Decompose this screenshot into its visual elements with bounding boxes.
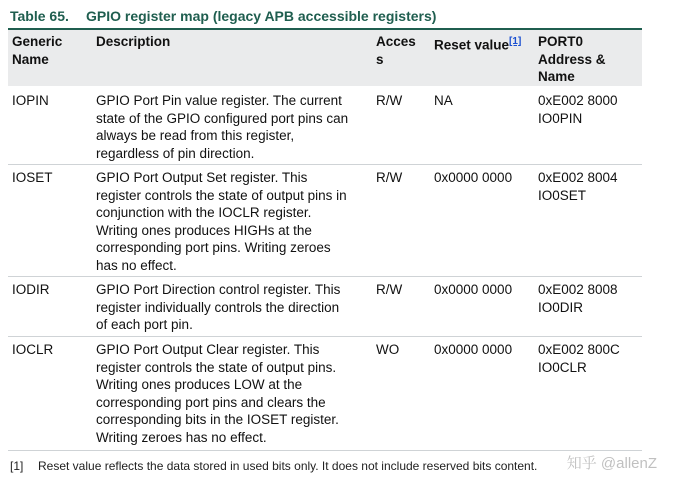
row-divider (8, 164, 642, 165)
row-ioset-reset: 0x0000 0000 (434, 170, 513, 185)
row-ioclr-description: GPIO Port Output Clear register. This register controls the state of output pins. Writing ones produces LOW at the corresponding port pins and clears the corresponding bits in the IOSET register. Writing zeroes has no effect. (96, 342, 339, 445)
footnote (10, 459, 537, 473)
row-iopin-access: R/W (376, 93, 403, 108)
row-ioset-address: 0xE002 8004 IO0SET (538, 170, 618, 203)
row-ioclr-access: WO (376, 342, 400, 357)
row-ioclr-reset: 0x0000 0000 (434, 342, 513, 357)
row-iodir-access: R/W (376, 282, 403, 297)
footnote-marker: [1] (10, 459, 24, 473)
row-iodir-reset: 0x0000 0000 (434, 282, 513, 297)
row-ioclr-name: IOCLR (12, 342, 54, 357)
row-divider (8, 276, 642, 277)
table-number: Table 65. (10, 8, 69, 24)
row-divider (8, 336, 642, 337)
header-generic-name: Generic Name (12, 34, 63, 67)
header-access: Acces s (376, 34, 416, 67)
row-iodir-name: IODIR (12, 282, 50, 297)
row-ioset-description: GPIO Port Output Set register. This register controls the state of output pins in conjunction with the IOCLR register. Writing ones produces HIGHs at the corresponding port pins. Writing zeroes has no effect. (96, 170, 347, 273)
row-iopin-reset: NA (434, 93, 453, 108)
header-reset-value: Reset value[1] (434, 36, 522, 53)
row-iopin-address: 0xE002 8000 IO0PIN (538, 93, 618, 126)
row-iopin-name: IOPIN (12, 93, 49, 108)
row-iopin-description: GPIO Port Pin value register. The current state of the GPIO configured port pins can always be read from this register, regardless of pin direction. (96, 93, 349, 161)
row-iodir-address: 0xE002 8008 IO0DIR (538, 282, 618, 315)
footnote-text: Reset value reflects the data stored in used bits only. It does not include reserved bits content. (38, 459, 538, 473)
watermark: 知乎 @allenZ (566, 455, 657, 472)
row-iodir-description: GPIO Port Direction control register. This register individually controls the direction of each port pin. (96, 282, 341, 332)
footnote-link[interactable]: [1] (509, 36, 522, 47)
header-description: Description (96, 34, 171, 49)
table-title: GPIO register map (legacy APB accessible registers) (86, 8, 437, 24)
row-ioset-access: R/W (376, 170, 403, 185)
table-bottom-rule (8, 450, 642, 451)
row-ioset-name: IOSET (12, 170, 53, 185)
row-ioclr-address: 0xE002 800C IO0CLR (538, 342, 620, 375)
table-caption (10, 8, 436, 24)
header-address: PORT0 Address & Name (538, 34, 606, 84)
